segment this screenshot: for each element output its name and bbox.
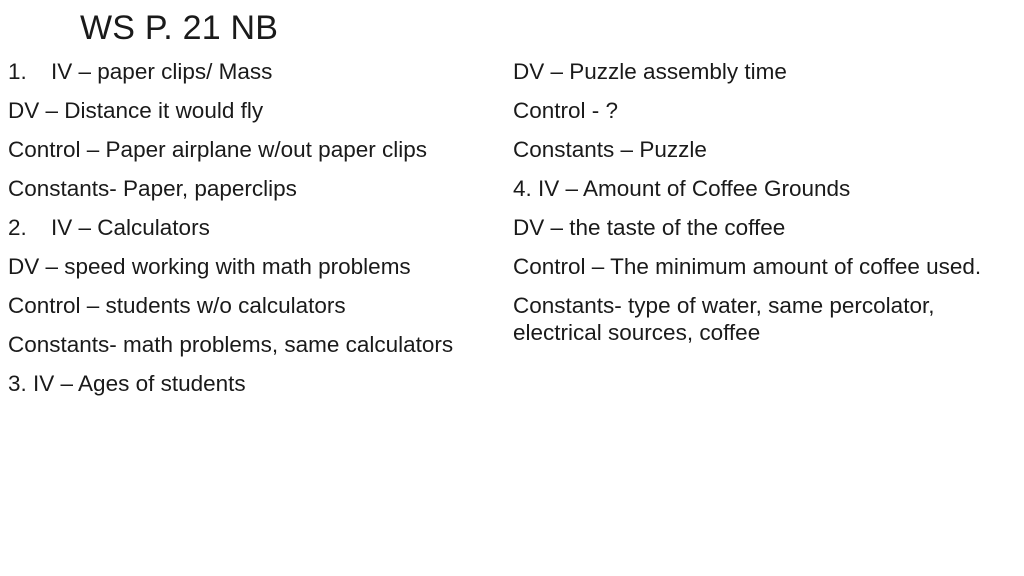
item-2-iv [8, 214, 504, 241]
item-text: IV – paper clips/ Mass [51, 59, 273, 84]
item-number: 1. [8, 59, 27, 84]
item-text: IV – Calculators [51, 215, 210, 240]
item-3-constants: Constants – Puzzle [513, 137, 707, 162]
item-2-control: Control – students w/o calculators [8, 293, 346, 318]
item-number: 2. [8, 215, 27, 240]
item-2-constants: Constants- math problems, same calculators [8, 332, 454, 357]
left-column [8, 58, 504, 409]
item-4-dv: DV – the taste of the coffee [513, 215, 786, 240]
item-3-iv: 3. IV – Ages of students [8, 371, 246, 396]
item-4-constants: Constants- type of water, same percolator, electrical sources, coffee [513, 293, 935, 345]
item-3-dv: DV – Puzzle assembly time [513, 59, 787, 84]
right-column [513, 58, 1021, 358]
item-1-constants: Constants- Paper, paperclips [8, 176, 297, 201]
item-1-iv [8, 58, 504, 85]
page-title: WS P. 21 NB [80, 9, 279, 47]
item-3-control: Control - ? [513, 98, 619, 123]
item-4-iv: 4. IV – Amount of Coffee Grounds [513, 176, 851, 201]
item-1-dv: DV – Distance it would fly [8, 98, 264, 123]
item-1-control: Control – Paper airplane w/out paper clips [8, 137, 427, 162]
item-2-dv: DV – speed working with math problems [8, 254, 411, 279]
item-4-control: Control – The minimum amount of coffee used. [513, 254, 982, 279]
